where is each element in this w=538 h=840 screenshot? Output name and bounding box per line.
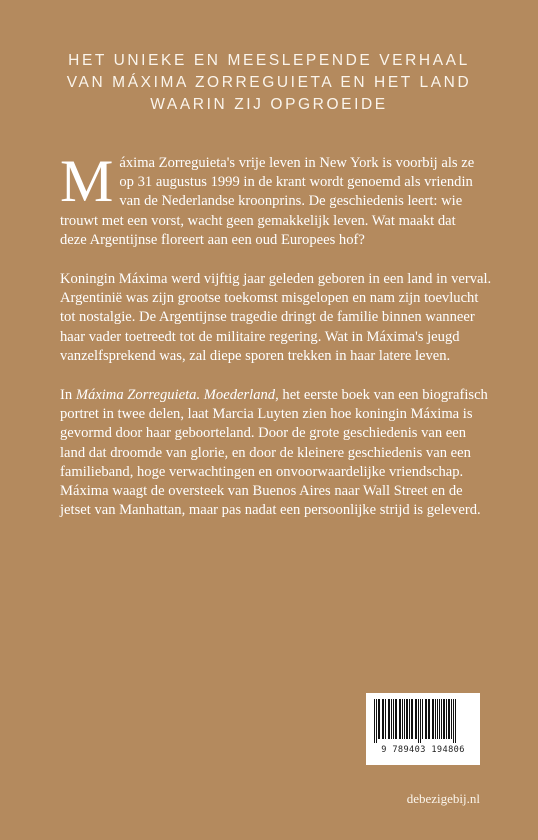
barcode <box>366 693 480 765</box>
text-line: land dat droomde van glorie, en door de kleinere geschiedenis van een <box>60 444 471 461</box>
text-line: op 31 augustus 1999 in de krant wordt genoemd als vriendin <box>119 174 473 191</box>
text-line: portret in twee delen, laat Marcia Luyten zien hoe koningin Máxima is <box>60 406 473 423</box>
barcode-bar <box>402 699 403 739</box>
text-line: gevormd door haar geboorteland. Door de grote geschiedenis van een <box>60 425 467 442</box>
text-line: deze Argentijnse floreert aan een oud Europees hof? <box>60 231 365 248</box>
barcode-bar <box>404 699 405 739</box>
barcode-bar <box>439 699 440 739</box>
text-line: familieband, hoge verwachtingen en onvoorwaardelijke vriendschap. <box>60 463 464 480</box>
text-line: Argentinië was zijn grootse toekomst misgelopen en nam zijn toevlucht <box>60 290 479 307</box>
barcode-bar <box>415 699 417 739</box>
blurb-paragraph-1 <box>60 148 490 250</box>
barcode-bar <box>432 699 434 739</box>
headline-line-2: VAN MÁXIMA ZORREGUIETA EN HET LAND <box>66 74 472 91</box>
book-title: Máxima Zorreguieta. Moederland <box>75 387 276 404</box>
barcode-bar <box>435 699 436 739</box>
barcode-bar <box>378 699 380 739</box>
text-line: trouwt met een vorst, wacht geen gemakkelijk leven. Wat maakt dat <box>60 212 456 229</box>
barcode-bar <box>393 699 394 739</box>
barcode-bar <box>448 699 450 739</box>
barcode-bar <box>406 699 408 739</box>
barcode-bar <box>395 699 397 739</box>
barcode-bar <box>409 699 410 739</box>
barcode-bar <box>382 699 384 739</box>
barcode-bar <box>425 699 427 739</box>
text-rest: , het eerste boek van een biografisch <box>275 387 488 404</box>
text-line: vanzelfsprekend was, zal diepe sporen trekken in haar latere leven. <box>60 347 451 364</box>
cover-headline <box>40 50 498 116</box>
barcode-bar <box>428 699 430 739</box>
text-line: Koningin Máxima werd vijftig jaar geleden geboren in een land in verval. <box>60 271 492 288</box>
text-line: van de Nederlandse kroonprins. De geschiedenis leert: wie <box>119 193 463 210</box>
publisher-website: debezigebij.nl <box>406 791 480 806</box>
barcode-bar <box>446 699 447 739</box>
text-line: áxima Zorreguieta's vrije leven in New York is voorbij als ze <box>119 155 475 171</box>
barcode-bar <box>385 699 386 739</box>
barcode-bar <box>437 699 438 739</box>
barcode-bar <box>411 699 413 739</box>
barcode-bar <box>376 699 377 743</box>
headline-line-1: HET UNIEKE EN MEESLEPENDE VERHAAL <box>68 52 470 69</box>
barcode-bar <box>443 699 445 739</box>
blurb-text <box>60 148 492 540</box>
barcode-bar <box>388 699 390 739</box>
text-line: haar vader toetreedt tot de militaire regering. Wat in Máxima's jeugd <box>60 328 460 345</box>
barcode-bar <box>374 699 375 743</box>
text-line: tot nostalgie. De Argentijnse tragedie dringt de familie binnen wanneer <box>60 309 475 326</box>
barcode-bar <box>441 699 442 739</box>
drop-cap: M <box>60 148 114 214</box>
blurb-paragraph-2 <box>60 270 490 366</box>
barcode-bar <box>453 699 454 743</box>
barcode-bar <box>399 699 401 739</box>
barcode-bar <box>422 699 423 739</box>
text-line: Máxima waagt de oversteek van Buenos Aires naar Wall Street en de <box>60 483 463 500</box>
barcode-bar <box>418 699 419 743</box>
barcode-bar <box>391 699 392 739</box>
barcode-bar <box>451 699 452 739</box>
isbn-number: 9 789403 194806 <box>381 745 465 755</box>
barcode-bar <box>420 699 421 743</box>
headline-line-3: WAARIN ZIJ OPGROEIDE <box>150 96 388 113</box>
blurb-paragraph-3 <box>60 386 490 520</box>
text-line <box>60 386 490 405</box>
text-intro: In <box>60 387 76 404</box>
barcode-bars <box>372 699 474 743</box>
barcode-bar <box>455 699 456 743</box>
text-line: jetset van Manhattan, maar pas nadat een persoonlijke strijd is geleverd. <box>60 502 481 519</box>
